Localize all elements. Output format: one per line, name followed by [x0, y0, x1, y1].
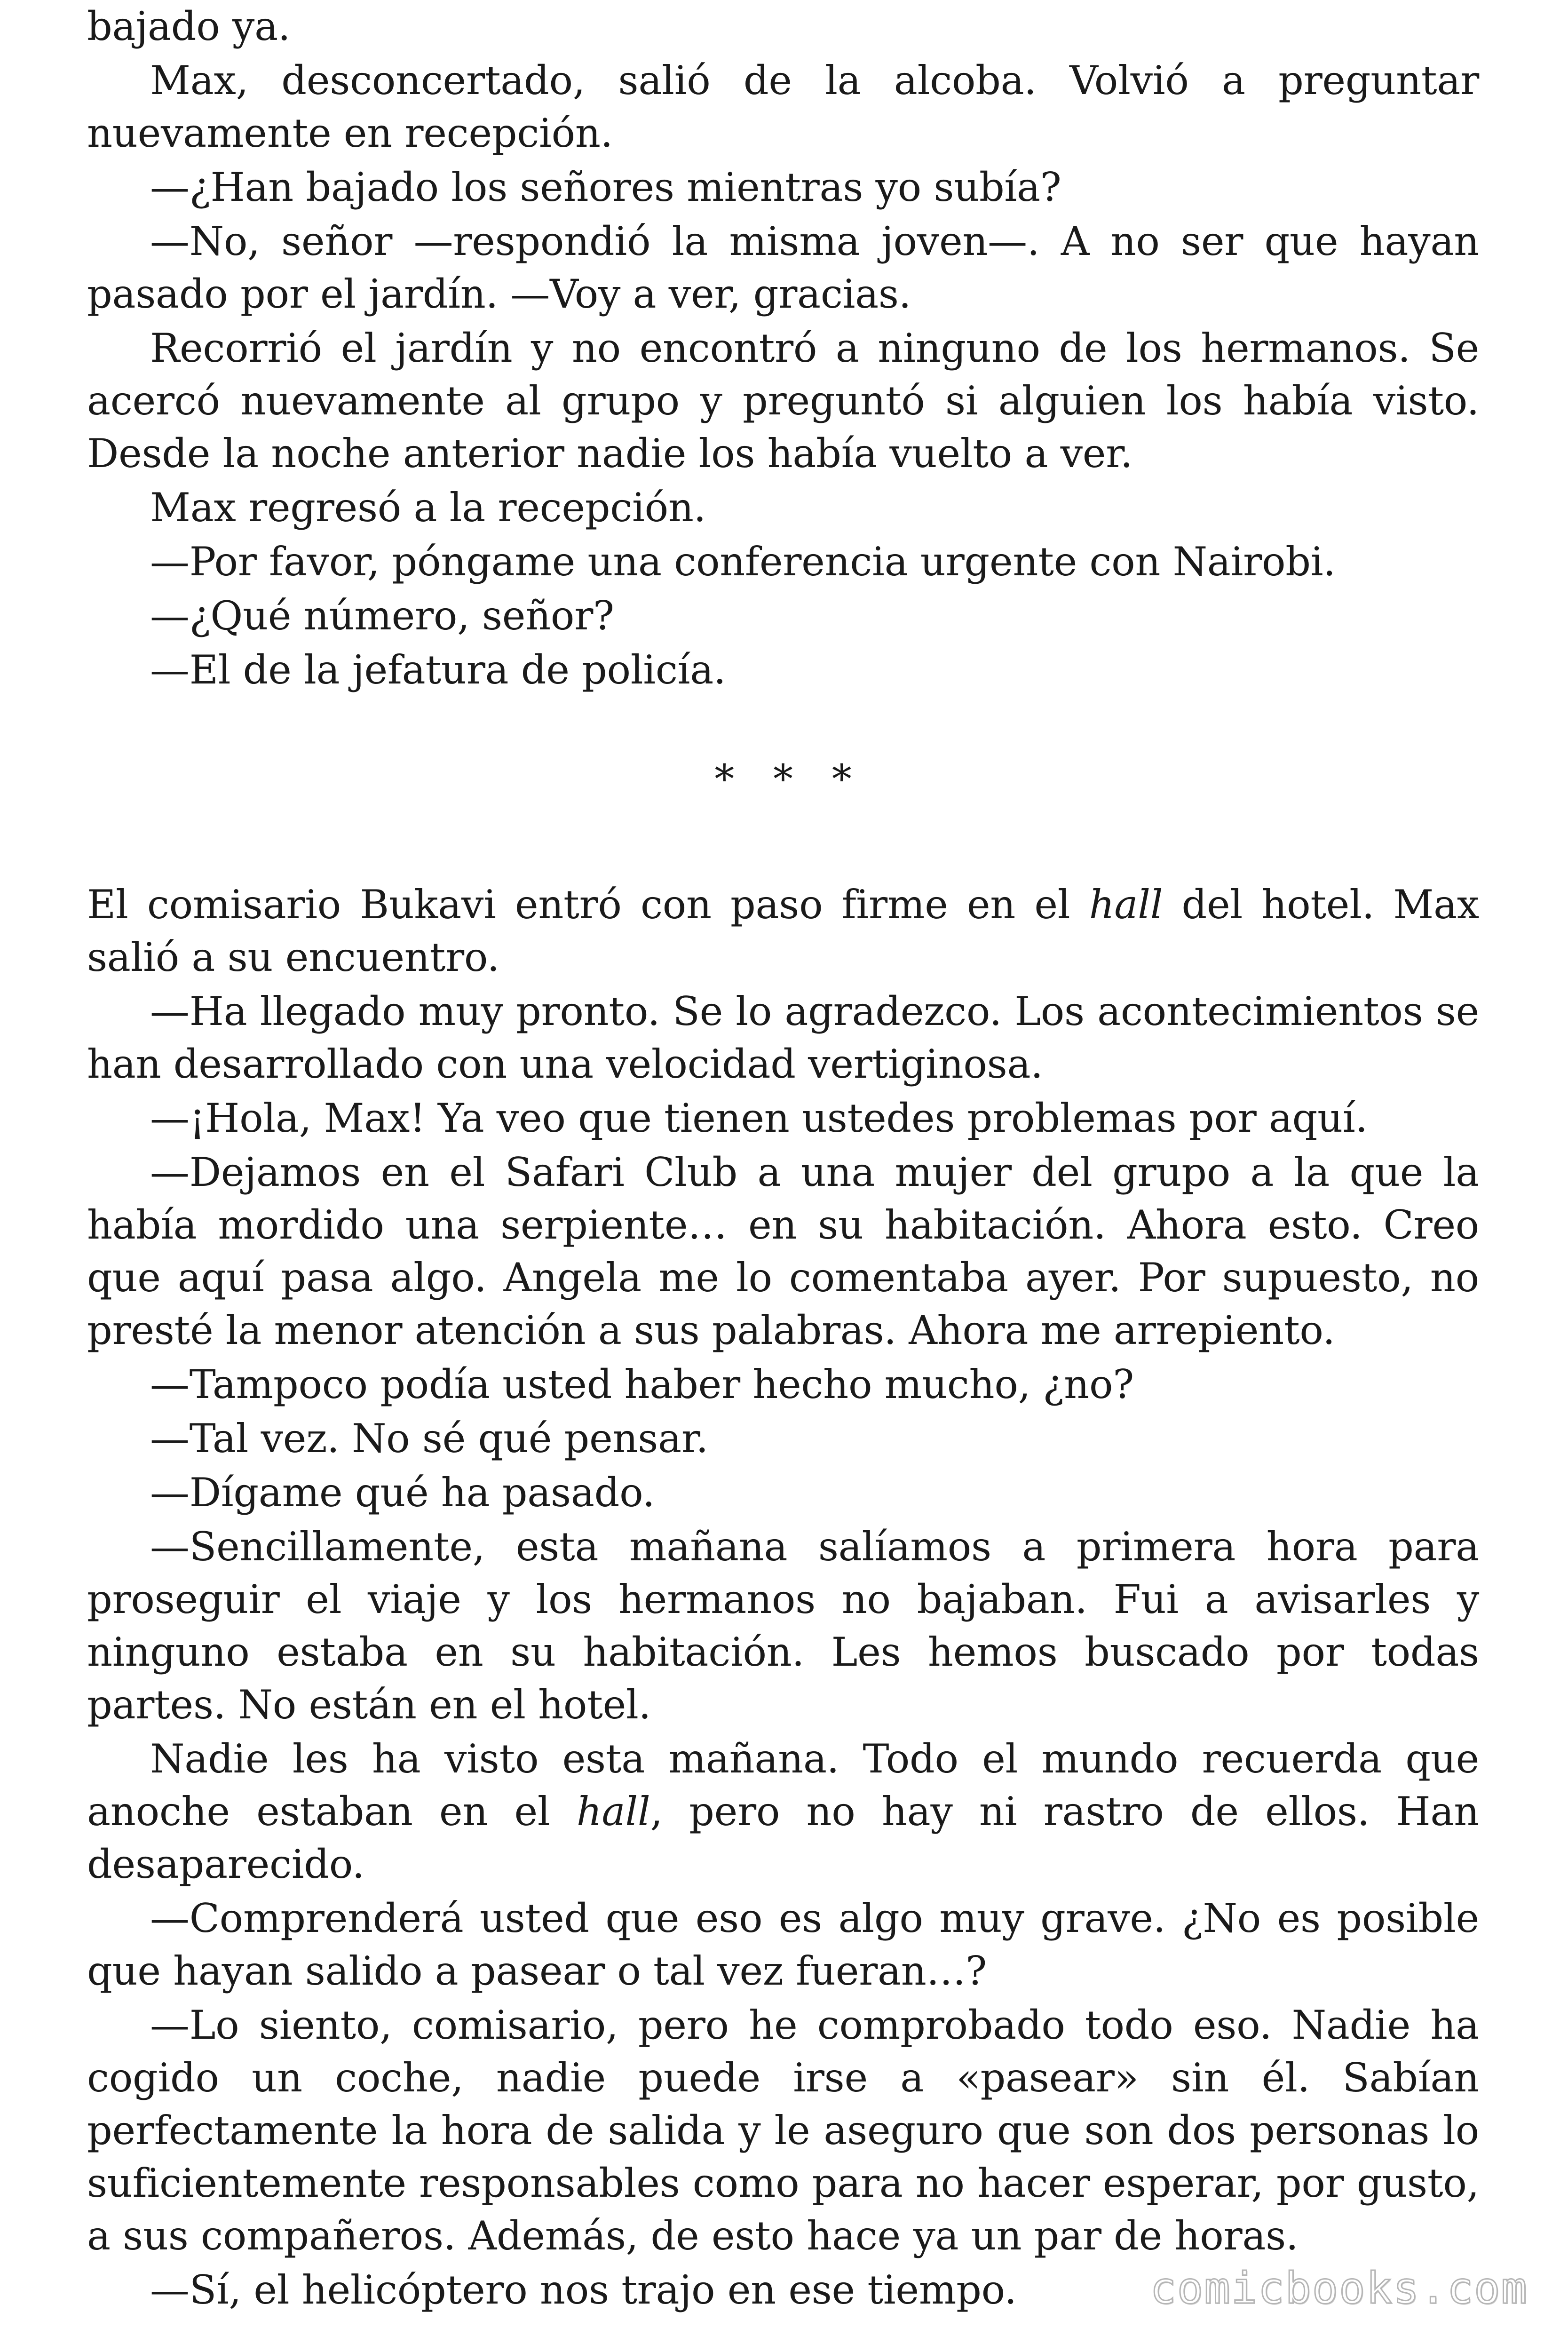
book-page: [87, 0, 1479, 2318]
dialogue-line: —Lo siento, comisario, pero he comprobado todo eso. Nadie ha cogido un coche, nadie puede irse a «pasear» sin él. Sabían perfectamente la hora de salida y le aseguro que son dos personas lo suficientemente responsables como para no hacer esperar, por gusto, a sus compañeros. Además, de esto hace ya un par de horas.: [87, 2002, 1479, 2259]
dialogue-line: —Tampoco podía usted haber hecho mucho, ¿no?: [150, 1361, 1134, 1407]
dialogue-line: —Comprenderá usted que eso es algo muy grave. ¿No es posible que hayan salido a pasear o tal vez fueran…?: [87, 1895, 1479, 1994]
paragraph: Recorrió el jardín y no encontró a ninguno de los hermanos. Se acercó nuevamente al grupo y preguntó si alguien los había visto. Desde la noche anterior nadie los había vuelto a ver.: [87, 325, 1479, 477]
paragraph: bajado ya.: [87, 3, 291, 49]
dialogue-line: —Ha llegado muy pronto. Se lo agradezco. Los acontecimientos se han desarrollado con una velocidad vertiginosa.: [87, 988, 1479, 1087]
watermark: comicbooks.com: [1150, 2263, 1528, 2313]
dialogue-line: —Dejamos en el Safari Club a una mujer del grupo a la que la había mordido una serpiente… en su habitación. Ahora esto. Creo que aquí pasa algo. Angela me lo comentaba ayer. Por supuesto, no presté la menor atención a sus palabras. Ahora me arrepiento.: [87, 1149, 1479, 1353]
dialogue-line: —Tal vez. No sé qué pensar.: [150, 1415, 708, 1462]
text-run: El comisario Bukavi entró con paso firme en el: [87, 882, 1089, 928]
dialogue-line: —Dígame qué ha pasado.: [150, 1470, 655, 1516]
paragraph: [87, 1732, 1479, 1891]
italic-word: hall: [576, 1788, 650, 1835]
paragraph: Max, desconcertado, salió de la alcoba. Volvió a preguntar nuevamente en recepción.: [87, 57, 1479, 156]
dialogue-line: —El de la jefatura de policía.: [150, 647, 726, 693]
scene-separator: * * *: [714, 756, 865, 802]
text-run: del hotel. Max salió a su encuentro.: [87, 882, 1479, 980]
dialogue-line: —¿Han bajado los señores mientras yo subía?: [150, 164, 1061, 210]
dialogue-line: —Por favor, póngame una conferencia urgente con Nairobi.: [150, 539, 1336, 585]
dialogue-line: —¿Qué número, señor?: [150, 593, 614, 639]
dialogue-line: —Sencillamente, esta mañana salíamos a primera hora para proseguir el viaje y los hermanos no bajaban. Fui a avisarles y ninguno estaba en su habitación. Les hemos buscado por todas partes. No están en el hotel.: [87, 1524, 1479, 1728]
paragraph: Max regresó a la recepción.: [150, 485, 706, 531]
dialogue-line: —¡Hola, Max! Ya veo que tienen ustedes problemas por aquí.: [150, 1095, 1368, 1141]
text-run: , pero no hay ni rastro de ellos. Han desaparecido.: [87, 1788, 1479, 1887]
text-run: Nadie les ha visto esta mañana. Todo el mundo recuerda que anoche estaban en el: [87, 1736, 1479, 1835]
dialogue-line: —No, señor —respondió la misma joven—. A no ser que hayan pasado por el jardín. —Voy a ver, gracias.: [87, 218, 1479, 317]
italic-word: hall: [1089, 882, 1163, 928]
dialogue-line: —Sí, el helicóptero nos trajo en ese tiempo.: [150, 2267, 1017, 2313]
paragraph: [87, 878, 1479, 984]
